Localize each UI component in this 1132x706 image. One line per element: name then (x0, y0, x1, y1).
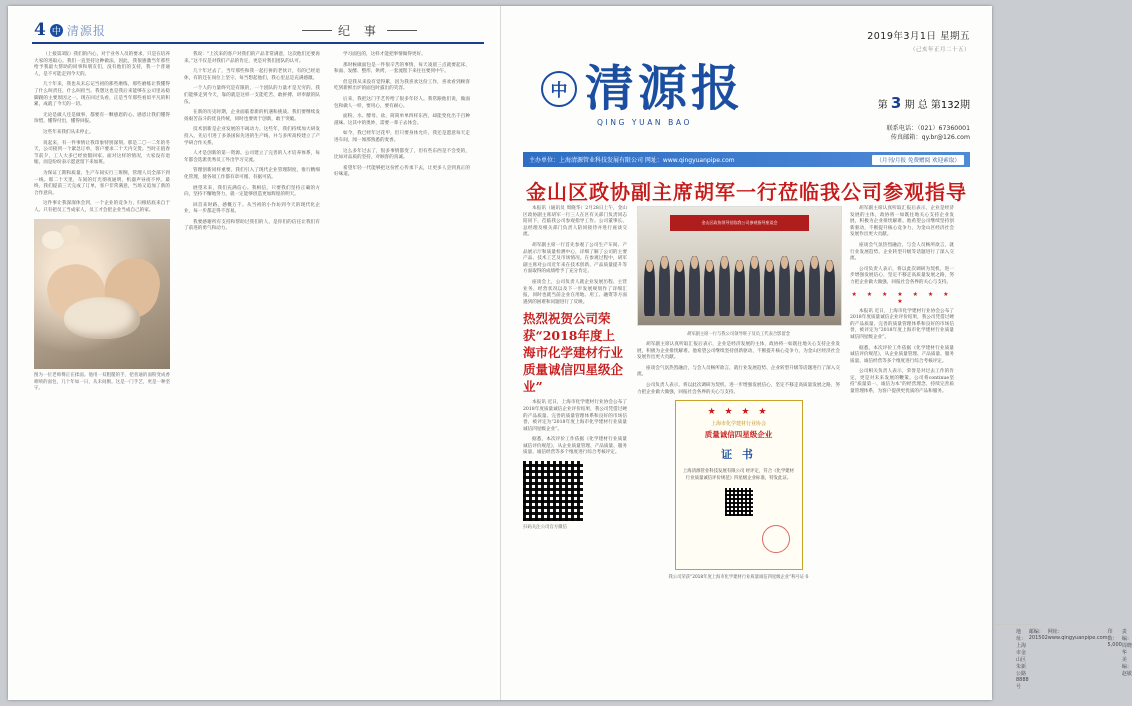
certificate-issuer: 上海市化学建材行业协会 (710, 421, 766, 428)
qr-caption: 扫码关注公司官方微信 (523, 525, 567, 531)
front-page-columns (523, 206, 970, 676)
front-column-2 (637, 206, 840, 676)
left-column-3 (334, 52, 470, 684)
contact-info (886, 124, 970, 142)
issue-total: 第132期 (930, 100, 970, 111)
left-page-panel (8, 6, 501, 700)
paragraph: 面粉、水、酵母、盐，简简单单四样东西，却能变化出千百种滋味。这其中的奥妙，需要一辈子去体会。 (334, 114, 470, 126)
paragraph: 这件事让我深深体会到，一个企业的竞争力，归根结底来自于人。只有把员工当成家人，员工才会把企业当成自己的家。 (34, 201, 170, 213)
paragraph: 胡军副主席认真听取汇报后表示，企业是经济发展的主体，政协将一如既往地关心支持企业发展，积极为企业排忧解难。他希望公司继续坚持创新驱动，不断提升核心竞争力，为金山区经济社会发展作出更大贡献。 (637, 342, 840, 361)
certificate-body: 上海清源管业科技发展有限公司 经评定，符合《化学建材行业质量诚信评价规范》四星级企业标准，特发此证。 (682, 469, 795, 482)
main-headline: 金山区政协副主席胡军一行莅临我公司参观指导 (526, 180, 967, 204)
paragraph: 胡军副主席一行首先参观了公司生产车间、产品展示厅和质量检测中心，详细了解了公司的主要产品、技术工艺及市场情况。在参观过程中，胡军副主席对公司近年来在技术创新、产品质量提升等方面取得的成绩给予了充分肯定。 (523, 242, 627, 275)
paragraph: 公司负责人表示，将以此次调研为契机，进一步增强发展信心，坚定不移走高质量发展之路，努力把企业做大做强，回报社会各界的关心与支持。 (637, 382, 840, 395)
issue-info: 第 3 期 总 第132期 (877, 94, 970, 112)
person-figure (644, 260, 654, 316)
paper-title-pinyin: QING YUAN BAO (597, 118, 692, 127)
contact-phone: 联系电话：（021）67360001 (886, 125, 970, 132)
issue-label: 期 总 (904, 100, 928, 111)
paragraph: 但是我从来没有觉得累，因为我喜欢这份工作，喜欢看到顾客吃到新鲜出炉的面包时露出的笑容。 (334, 79, 470, 92)
kneading-dough-photo (34, 219, 170, 369)
paper-name-small: 清源报 (66, 23, 106, 38)
paragraph: 技术创新是企业发展的不竭动力。这些年，我们持续加大研发投入，先后引进了多条国际先进的生产线，并与多所高校建立了产学研合作关系。 (184, 127, 320, 146)
secondary-headline: 热烈祝贺公司荣获“2018年度上海市化学建材行业质量诚信四星级企业” (523, 311, 624, 395)
article-body-2 (184, 52, 320, 233)
article-body-3 (334, 52, 470, 179)
wechat-qr-code[interactable] (523, 461, 583, 521)
footer-website: 网址：www.qingyuanpipe.com (1047, 629, 1108, 641)
certificate-award: 质量诚信四星级企业 (704, 430, 773, 440)
left-column-2 (184, 52, 320, 684)
person-figure (674, 260, 684, 316)
people-row (644, 251, 835, 316)
masthead-logo (541, 59, 745, 117)
paragraph: 展望未来，我们充满信心。我相信，只要我们坚持正确的方向，坚持不懈地努力，就一定能够创造更加辉煌的明天。 (184, 185, 320, 198)
paragraph: 后来，我把这门手艺传给了很多年轻人。我常跟他们说，做面包和做人一样，要用心，要有耐心。 (334, 96, 470, 109)
footer-print-run: 印数：5,000 (1107, 629, 1122, 648)
front-column-3 (850, 206, 954, 676)
paragraph: 一个人的力量终究是有限的，一个团队的力量才是无穷的。我们能够走到今天，靠的就是这样一支能吃苦、敢拼搏、讲奉献的队伍。 (184, 86, 320, 105)
paragraph: 座谈会气氛热烈融洽，与会人员畅所欲言，就行业发展趋势、企业转型升级等话题进行了深入交流。 (637, 365, 840, 378)
paper-logo-icon: 中 (50, 24, 63, 37)
footer-postcode: 邮编：201502 (1028, 629, 1048, 641)
page-number: 4 (34, 20, 46, 40)
egg-shape (61, 225, 80, 242)
person-figure (809, 256, 819, 316)
paragraph: 据悉，本次评价工作依据《化学建材行业质量诚信评价规范》，从企业质量管理、产品质量、服务质量、诚信经营等多个维度进行综合考核评定。 (850, 345, 954, 364)
paragraph: 在新的历史时期，企业面临着新的机遇和挑战。我们要继续发扬艰苦奋斗的优良传统，同时也要勇于创新，敢于突破。 (184, 110, 320, 122)
paragraph: 几十年过去了，当年那些和我一起打拼的老伙计，有的已经退休，有的还在岗位上坚守。每当想起他们，我心里总是充满感激。 (184, 69, 320, 81)
person-figure (779, 256, 789, 316)
company-logo-icon: 中 (541, 71, 577, 107)
person-figure (734, 260, 744, 316)
photo-banner-text: 金山区政协领导莅临我公司参观指导座谈会 (670, 215, 808, 230)
paragraph: 人才是创新的第一资源。公司建立了完善的人才培养体系，每年都会选派优秀员工外出学习交流。 (184, 151, 320, 163)
issue-number: 3 (890, 94, 902, 112)
person-figure (659, 256, 669, 316)
left-masthead (34, 20, 106, 40)
left-column-1 (34, 52, 170, 684)
paragraph: 本报讯 近日，上海市化学建材行业协会公布了2018年度质量诚信企业评价结果，我公司凭借过硬的产品质量、完善的质量管理体系和良好的市场信誉，被评定为“2018年度上海市化学建材行业质量诚信四星级企业”。 (850, 308, 954, 340)
date-text: 2019年3月1日 星期五 (867, 31, 970, 42)
certificate-caption: 我公司荣获“2018年度上海市化学建材行业质量诚信四星级企业”称号证书 (668, 575, 809, 581)
paragraph: 无论是做人还是做事，都要有一颗感恩的心。感恩让我们懂得珍惜，懂得付出，懂得回报。 (34, 112, 170, 125)
divider-stars: ★ ★ ★ ★ ★ ★ ★ ★ (851, 290, 953, 305)
paragraph: 本报讯（通讯员 周晓华）2月28日上午，金山区政协副主席胡军一行三人在区有关部门负责同志陪同下，莅临我公司参观指导工作。公司董事长、总经理及相关部门负责人陪同接待并进行座谈交流。 (523, 206, 627, 238)
paragraph: 学习面包的，这样才能把事情做得更好。 (343, 52, 426, 57)
contact-email: 传真邮箱：qy.br@126.com (890, 134, 970, 141)
front-page-panel (501, 6, 1132, 700)
paragraph: 我说：“上次来的客户对我们的产品非常满意，这次他们还要再来。”这不仅是对我们产品的肯定，更是对我们团队的认可。 (184, 52, 320, 64)
photo-caption: 图为一位老师傅正在揉面。他用一双粗糙的手，把普通的面粉变成香喷喷的面包，几十年如一日，从未间断。这是一门手艺，更是一种坚守。 (34, 373, 170, 392)
publisher-bar (523, 152, 970, 167)
paragraph: 如今，我已经年过花甲，但只要身体允许，我还是愿意每天走进车间，闻一闻那熟悉的麦香。 (334, 131, 470, 143)
article-body-1 (34, 52, 170, 214)
newspaper-page (8, 6, 1132, 700)
paragraph: 这些年来我们从未停止。 (43, 129, 94, 135)
paragraph: 希望年轻一代能够把这份匠心传承下去，让更多人尝到真正的好味道。 (334, 165, 470, 178)
paragraph: 公司相关负责人表示，荣誉是对过去工作的肯定，更是对未来发展的鞭策。公司将continue坚持“质量第一、诚信为本”的经营理念，持续完善质量管理体系，为客户提供更优质的产品和服务。 (850, 369, 954, 395)
page-footer (994, 624, 1132, 690)
publisher-text: 主办单位：上海清源管业科技发展有限公司 网址：www.qingyuanpipe.com (529, 157, 735, 164)
paragraph: 回首来时路，感慨万千。从当初的小作坊到今天的现代化企业，每一步都走得不容易。 (184, 202, 320, 215)
paragraph: 公司负责人表示，将以此次调研为契机，进一步增强发展信心，坚定不移走高质量发展之路，努力把企业做大做强，回报社会各界的关心与支持。 (850, 266, 954, 285)
paper-title: 清源报 (585, 59, 745, 117)
paragraph: 胡军副主席认真听取汇报后表示，企业是经济发展的主体，政协将一如既往地关心支持企业发展，积极为企业排忧解难。他希望公司继续坚持创新驱动，不断提升核心竞争力，为金山区经济社会发展作出更大贡献。 (850, 206, 954, 238)
certificate-stars: ★ ★ ★ ★ (707, 407, 770, 418)
dateline (867, 28, 970, 53)
lunar-date-text: （己亥年正月二十五） (909, 47, 970, 53)
footer-address: 地址：上海市金山区朱新公路8888号 (1016, 629, 1029, 690)
person-figure (749, 256, 759, 316)
person-figure (719, 256, 729, 316)
right-article-body (850, 206, 954, 287)
paragraph: 管理创新同样重要。我们引入了现代企业管理制度，推行精细化管理，使各项工作都有章可循、有据可依。 (184, 168, 320, 180)
certificate-seal-icon (762, 525, 790, 553)
paragraph: 座谈会上，公司负责人就企业发展历程、主营业务、经营状况以及下一步发展规划作了详细汇报，同时也就当前企业在用地、用工、融资等方面遇到的困难和问题进行了反映。 (523, 279, 627, 305)
paragraph: 那时候做面包是一件很辛苦的事情，每天凌晨三点就要起床，和面、发酵、整形、烘烤，一套流程下来往往要到中午。 (334, 62, 470, 75)
paragraph: 本报讯 近日，上海市化学建材行业协会公布了2018年度质量诚信企业评价结果，我公司凭借过硬的产品质量、完善的质量管理体系和良好的市场信誉，被评定为“2018年度上海市化学建材行业质量诚信四星级企业”。 (523, 400, 627, 432)
header-rule (32, 42, 484, 44)
certificate-title: 证 书 (721, 448, 756, 462)
person-figure (704, 260, 714, 316)
right-article-body-2 (850, 309, 954, 396)
person-figure (689, 256, 699, 316)
dough-shape (64, 297, 140, 339)
article-continuation (637, 342, 840, 396)
footer-editor: 责编：周晓华 美编：赵敏 (1121, 629, 1132, 677)
distribution-note: （月刊/月报 免费赠阅 欢迎索取） (872, 155, 964, 165)
paragraph: 座谈会气氛热烈融洽，与会人员畅所欲言，就行业发展趋势、企业转型升级等话题进行了深入交流。 (850, 242, 954, 262)
lead-article-body (523, 206, 627, 306)
section-title: 纪 事 (338, 24, 381, 38)
paragraph: 据悉，本次评价工作依据《化学建材行业质量诚信评价规范》，从企业质量管理、产品质量、服务质量、诚信经营等多个维度进行综合考核评定。 (523, 437, 627, 456)
paragraph: 说起来，有一件事情让我印象特别深刻。那是二〇一二年的冬天，公司接到一个紧急订单，客户要求二十天内交货。当时正值春节前夕，工人大多已经放假回家。面对这样的情况，大家没有退缩，而是纷纷表示愿意留下来加班。 (34, 140, 170, 166)
group-photo-caption: 胡军副主席一行与我公司领导班子及员工代表合影留念 (686, 332, 791, 337)
person-figure (794, 260, 804, 316)
group-photo (637, 206, 842, 326)
paragraph: 为保证工期和质量，生产车间实行三班倒，管理人员全部下到一线。那二十天里，车间的灯光彻夜通明，机器声昼夜不停。最终，我们提前三天完成了订单，客户非常满意，当场又追加了新的合作意向。 (34, 170, 170, 196)
paragraph: 我要感谢所有支持和帮助过我们的人，是你们的信任让我们有了前进的勇气和动力。 (184, 219, 320, 232)
certificate-image (675, 400, 803, 570)
certificate-qr-icon (725, 488, 753, 516)
secondary-article-intro (523, 400, 627, 457)
paragraph: 这么多年过去了，很多事情都变了，但有些东西是不会变的，比如对品质的坚持，对顾客的真诚。 (334, 148, 470, 161)
left-columns (34, 52, 474, 684)
person-figure (824, 260, 834, 316)
paragraph: （上接第3版）我们的内心，对于业务人员的要求，只是在培养大家的进取心。我们一直坚持这种做法，因此，我很感激当年那些给予我最大帮助的同事和朋友们，没有他们的支持，我一个普通人，是不可能走到今天的。 (34, 52, 170, 77)
front-column-1 (523, 206, 627, 676)
paragraph: 几十年来，我也从未忘记当初的那些磨练，那些磨练让我懂得了什么叫责任，什么叫担当。我想这也是我后来能够在公司里站稳脚跟的主要原因之一。现在回过头看，正是当年那些看似平凡的积累，成就了今天的一切。 (34, 82, 170, 108)
person-figure (764, 260, 774, 316)
